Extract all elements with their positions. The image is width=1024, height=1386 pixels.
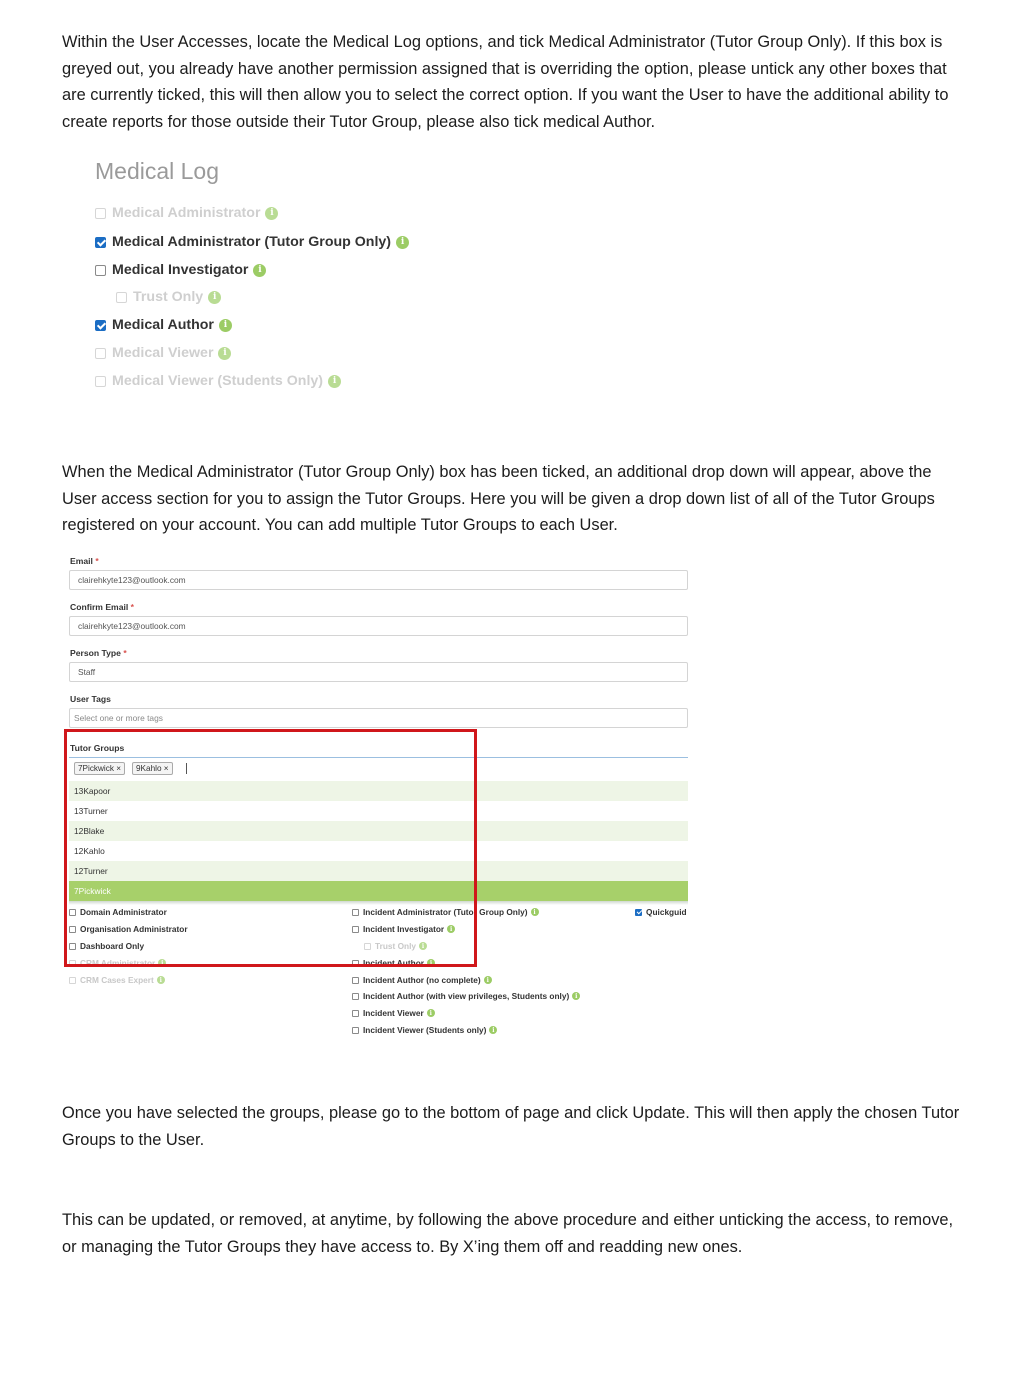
option-label: Medical Viewer (Students Only)	[112, 373, 324, 389]
info-icon[interactable]: i	[489, 1026, 497, 1034]
checkbox	[95, 376, 106, 387]
access-label: Incident Investigator	[363, 924, 445, 934]
access-label: Incident Viewer (Students only)	[363, 1025, 487, 1035]
access-option	[352, 974, 492, 986]
info-icon[interactable]: i	[427, 959, 435, 967]
option-label: Medical Author	[112, 317, 214, 333]
option-label: Medical Administrator (Tutor Group Only)	[112, 234, 392, 250]
option-label: Medical Viewer	[112, 345, 214, 361]
dropdown-option-highlighted[interactable]: 7Pickwick	[69, 881, 688, 901]
access-label: Incident Author (no complete)	[363, 975, 481, 985]
info-icon[interactable]: i	[218, 347, 231, 360]
medical-log-option	[95, 203, 278, 223]
checkbox	[69, 977, 76, 984]
person-type-label: Person Type *	[70, 648, 127, 658]
medical-log-option	[95, 260, 266, 280]
user-form-screenshot	[62, 548, 692, 1048]
confirm-email-label: Confirm Email *	[70, 602, 135, 612]
instruction-paragraph-3: Once you have selected the groups, please go to the bottom of page and click Update. This will then apply the chosen Tutor Groups to the User.	[62, 1104, 960, 1149]
access-option	[69, 974, 165, 986]
person-type-select[interactable]: Staff	[69, 662, 688, 682]
access-option	[352, 1024, 497, 1036]
tutor-group-tag[interactable]: 9Kahlo ×	[132, 762, 173, 775]
remove-tag-icon[interactable]: ×	[163, 764, 169, 773]
info-icon[interactable]: i	[447, 925, 455, 933]
checkbox[interactable]	[95, 320, 106, 331]
email-label: Email *	[70, 556, 99, 566]
info-icon[interactable]: i	[427, 1009, 435, 1017]
info-icon[interactable]: i	[157, 976, 165, 984]
medical-log-option	[95, 371, 341, 391]
option-label: Medical Administrator	[112, 205, 261, 221]
access-option	[635, 906, 687, 918]
checkbox[interactable]	[95, 265, 106, 276]
instruction-paragraph-2: When the Medical Administrator (Tutor Group Only) box has been ticked, an additional drop down will appear, above the User access section for you to assign the Tutor Groups. Here you will be given a drop down list of all of the Tutor Groups registered on your account. You can add multiple Tutor Groups to each User.	[62, 463, 935, 535]
access-label: Incident Author (with view privileges, Students only)	[363, 991, 570, 1001]
info-icon[interactable]: i	[328, 375, 341, 388]
tutor-group-tag[interactable]: 7Pickwick ×	[74, 762, 125, 775]
access-label: Organisation Administrator	[80, 924, 188, 934]
access-label: Quickguid	[646, 907, 687, 917]
access-label: CRM Cases Expert	[80, 975, 154, 985]
dropdown-option[interactable]: 13Kapoor	[69, 781, 688, 801]
checkbox	[95, 348, 106, 359]
checkbox[interactable]	[352, 1010, 359, 1017]
info-icon[interactable]: i	[219, 319, 232, 332]
checkbox[interactable]	[352, 977, 359, 984]
checkbox[interactable]	[352, 993, 359, 1000]
dropdown-option[interactable]: 12Blake	[69, 821, 688, 841]
instruction-paragraph-4: This can be updated, or removed, at anytime, by following the above procedure and either unticking the access, to remove, or managing the Tutor Groups they have access to. By X’ing them off and readding new ones.	[62, 1211, 954, 1256]
medical-log-screenshot	[95, 155, 515, 405]
info-icon[interactable]: i	[572, 992, 580, 1000]
access-label: Incident Administrator (Tutor Group Only)	[363, 907, 528, 917]
medical-log-option	[95, 232, 409, 252]
checkbox	[95, 208, 106, 219]
dropdown-option[interactable]: 12Kahlo	[69, 841, 688, 861]
option-label: Trust Only	[133, 289, 204, 305]
medical-log-option	[95, 343, 231, 363]
confirm-email-field[interactable]: clairehkyte123@outlook.com	[69, 616, 688, 636]
info-icon[interactable]: i	[396, 236, 409, 249]
access-option	[352, 1007, 435, 1019]
info-icon[interactable]: i	[253, 264, 266, 277]
tutor-groups-label: Tutor Groups	[70, 743, 125, 753]
info-icon[interactable]: i	[531, 908, 539, 916]
medical-log-option	[116, 287, 221, 307]
dropdown-option[interactable]: 12Turner	[69, 861, 688, 881]
checkbox[interactable]	[352, 1027, 359, 1034]
dropdown-option[interactable]: 13Turner	[69, 801, 688, 821]
user-tags-label: User Tags	[70, 694, 111, 704]
instruction-paragraph-1: Within the User Accesses, locate the Medical Log options, and tick Medical Administrator (Tutor Group Only). If this box is greyed out, you already have another permission assigned that is overriding the option, please untick any other boxes that are currently ticked, this will then allow you to select the correct option. If you want the User to have the additional ability to create reports for those outside their Tutor Group, please also tick medical Author.	[62, 33, 949, 132]
access-label: Trust Only	[375, 941, 417, 951]
medical-log-title: Medical Log	[95, 158, 220, 184]
option-label: Medical Investigator	[112, 262, 249, 278]
info-icon[interactable]: i	[265, 207, 278, 220]
info-icon[interactable]: i	[419, 942, 427, 950]
access-label: Dashboard Only	[80, 941, 145, 951]
access-option	[352, 990, 580, 1002]
remove-tag-icon[interactable]: ×	[116, 764, 122, 773]
access-label: Incident Viewer	[363, 1008, 424, 1018]
user-tags-input[interactable]: Select one or more tags	[69, 708, 688, 728]
info-icon[interactable]: i	[158, 959, 166, 967]
access-label: CRM Administrator	[80, 958, 156, 968]
highlight-box	[64, 729, 477, 967]
checkbox	[116, 292, 127, 303]
email-field[interactable]: clairehkyte123@outlook.com	[69, 570, 688, 590]
access-label: Incident Author	[363, 958, 424, 968]
info-icon[interactable]: i	[208, 291, 221, 304]
checkbox[interactable]	[635, 909, 642, 916]
info-icon[interactable]: i	[484, 976, 492, 984]
medical-log-option	[95, 315, 232, 335]
access-label: Domain Administrator	[80, 907, 167, 917]
checkbox[interactable]	[95, 237, 106, 248]
